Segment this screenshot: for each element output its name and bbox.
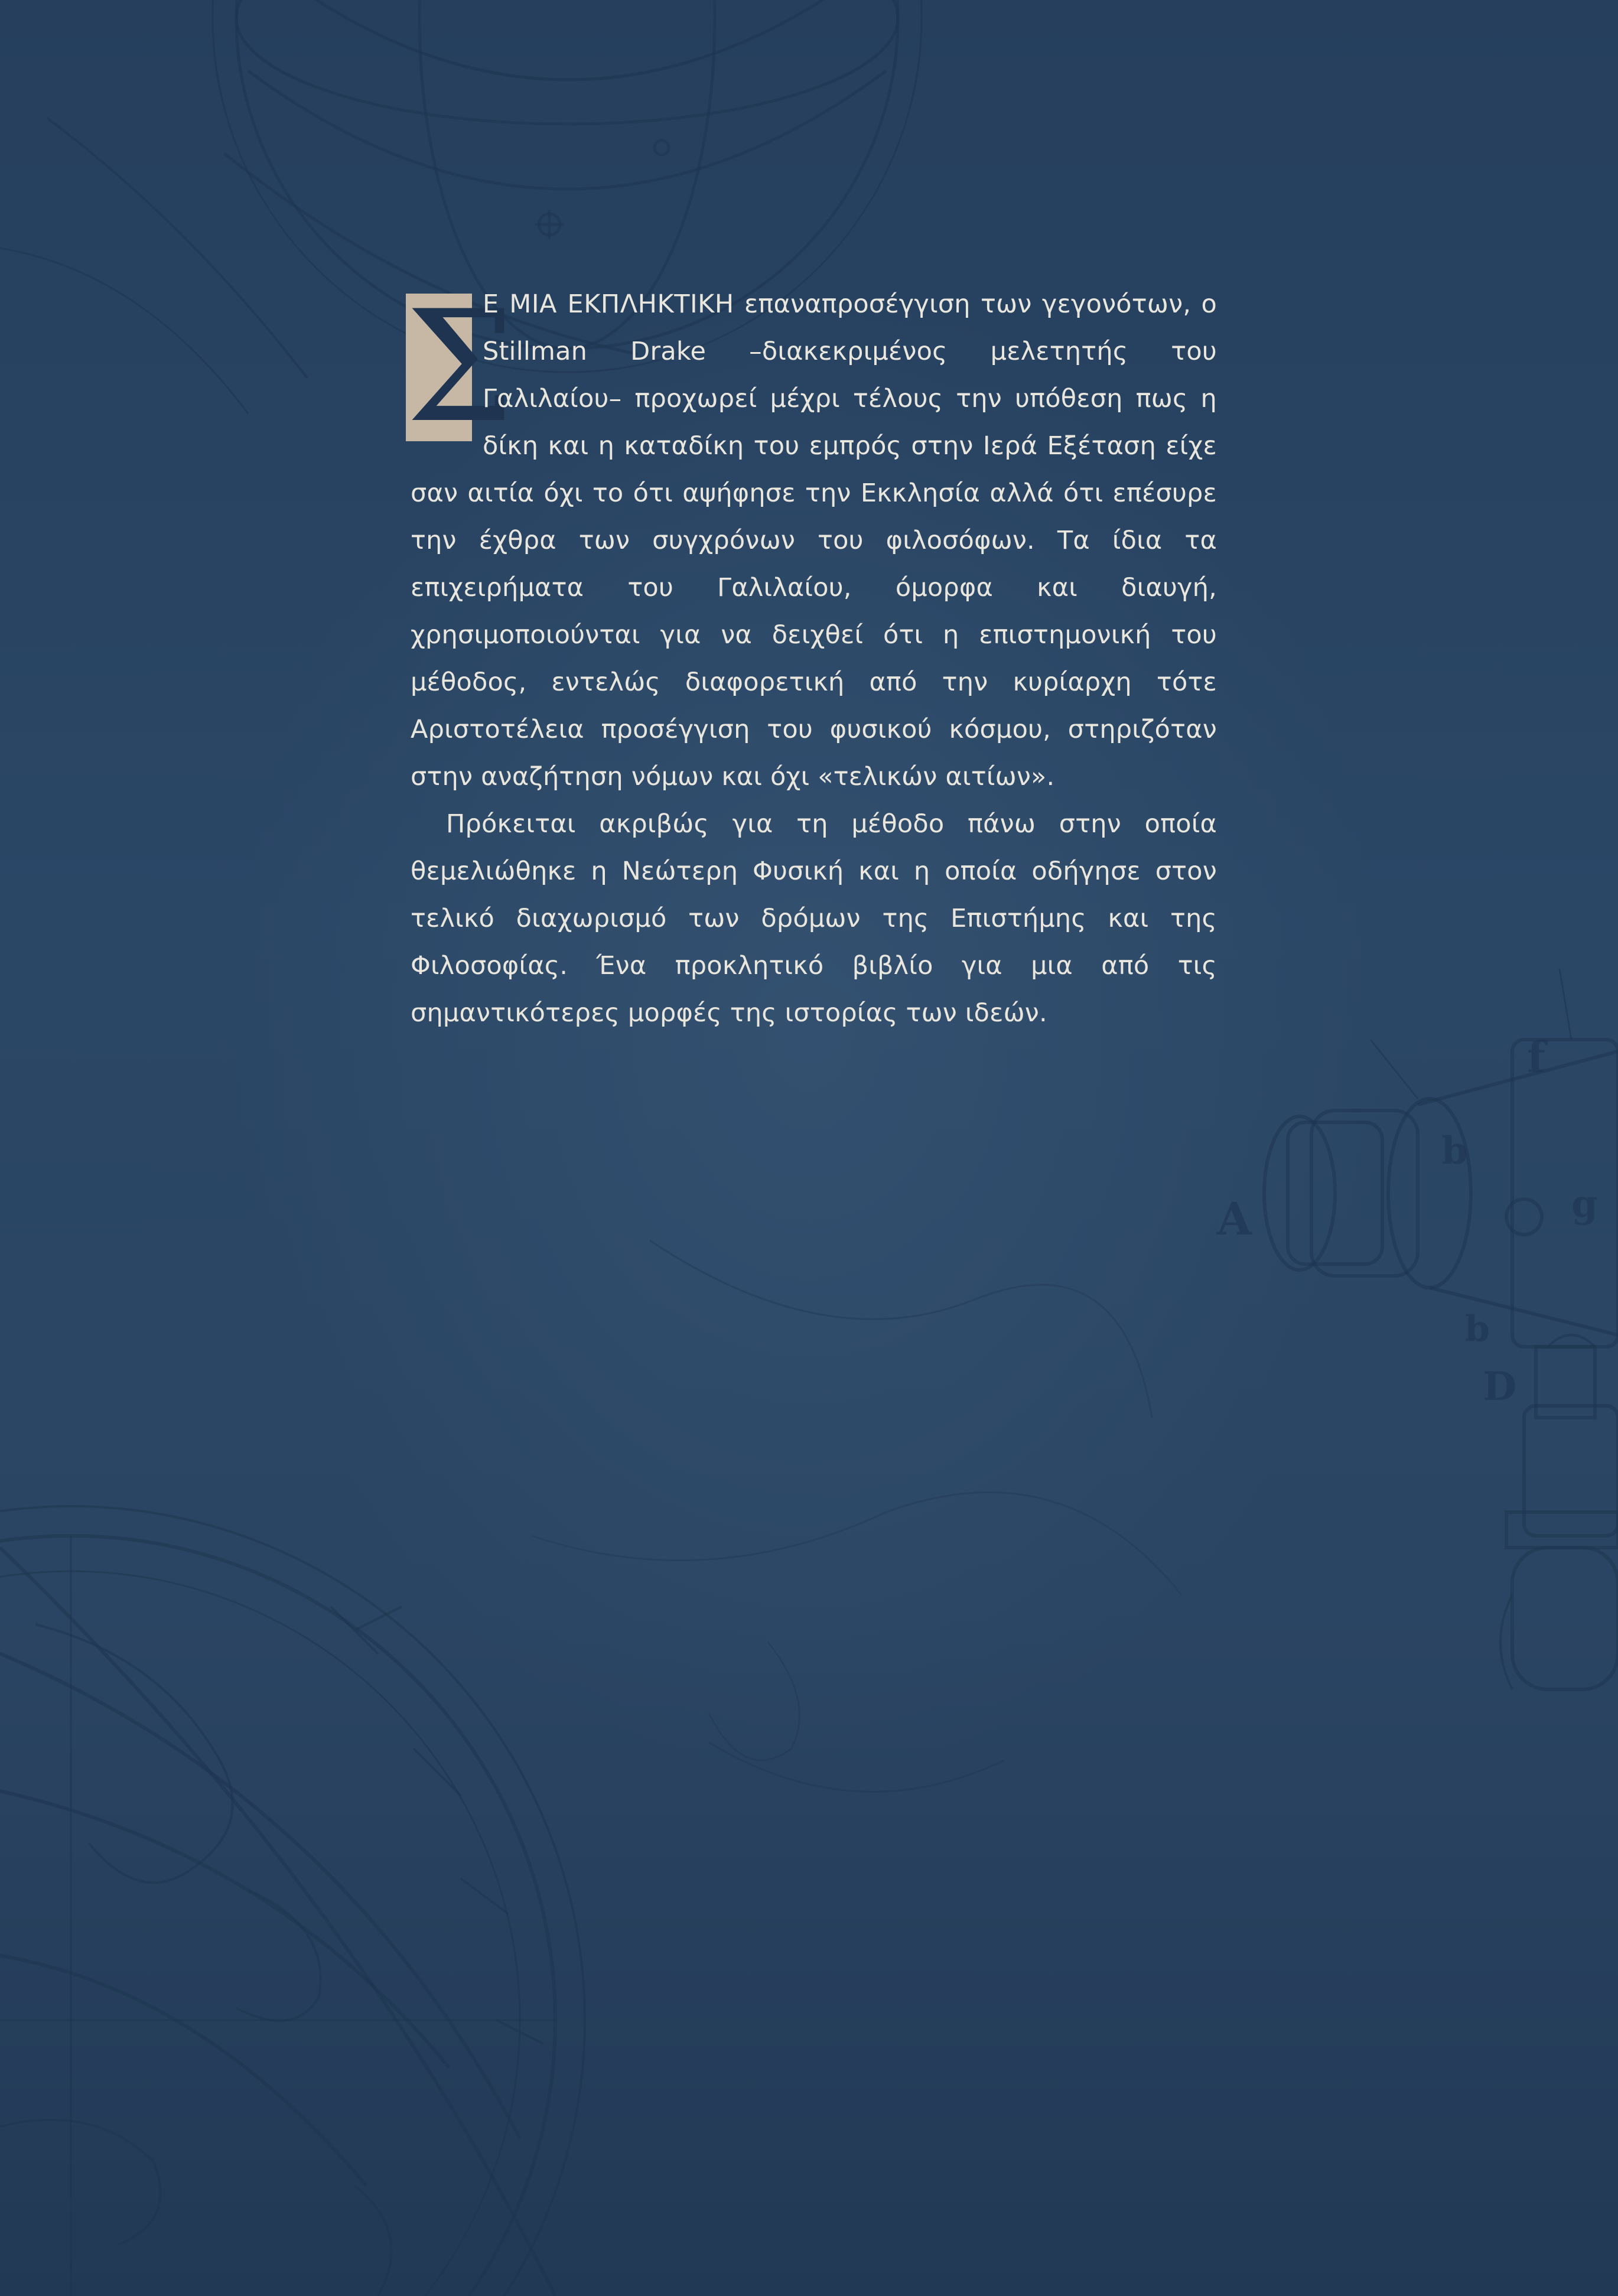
engraving-letter-f: f (1527, 1032, 1545, 1082)
blurb-paragraph-1-text: επαναπροσέγγιση των γεγονότων, ο Stillman Drake –διακεκριμένος μελετητής του Γαλιλαίου– προχωρεί μέχρι τέλους την υπόθεση πως η δίκη και η καταδίκη του εμπρός στην Ιερά Εξέταση είχε σαν αιτία όχι το ότι αψήφησε την Εκκλησία αλλά ότι επέσυρε την έχθρα των συγχρόνων του φιλοσόφων. Τα ίδια τα επιχειρήματα του Γαλιλαίου, όμορφα και διαυγή, χρησιμοποιούνται για να δειχθεί ότι η επιστημονική του μέθοδος, εντελώς διαφορετική από την κυρίαρχη τότε Αριστοτέλεια προσέγγιση του φυσικού κόσμου, στηριζόταν στην αναζήτηση νόμων και όχι «τελικών αιτίων». (411, 289, 1217, 792)
engraving-letter-d: D (1483, 1363, 1517, 1409)
book-blurb (406, 278, 1217, 1037)
engraving-letter-b: b (1441, 1129, 1468, 1173)
blurb-paragraph-2: Πρόκειται ακριβώς για τη μέθοδο πάνω στην οποία θεμελιώθηκε η Νεώτερη Φυσική και η οποία οδήγησε στον τελικό διαχωρισμό των δρόμων της Επιστήμης και της Φιλοσοφίας. Ένα προκλητικό βιβλίο για μια από τις σημαντικότερες μορφές της ιστορίας των ιδεών. (411, 809, 1217, 1028)
drop-cap: Σ (406, 278, 515, 457)
engraving-letter-b2: b (1465, 1308, 1490, 1350)
engraving-letter-g: g (1571, 1182, 1598, 1226)
instrument-illustration (1264, 969, 1618, 1689)
engraving-letter-a: A (1217, 1193, 1252, 1245)
blurb-paragraph-1 (406, 278, 1217, 800)
blurb-lead-caps: Ε ΜΙΑ ΕΚΠΛΗΚΤΙΚΗ (483, 289, 734, 319)
terrestrial-globe-illustration (0, 1506, 585, 2296)
